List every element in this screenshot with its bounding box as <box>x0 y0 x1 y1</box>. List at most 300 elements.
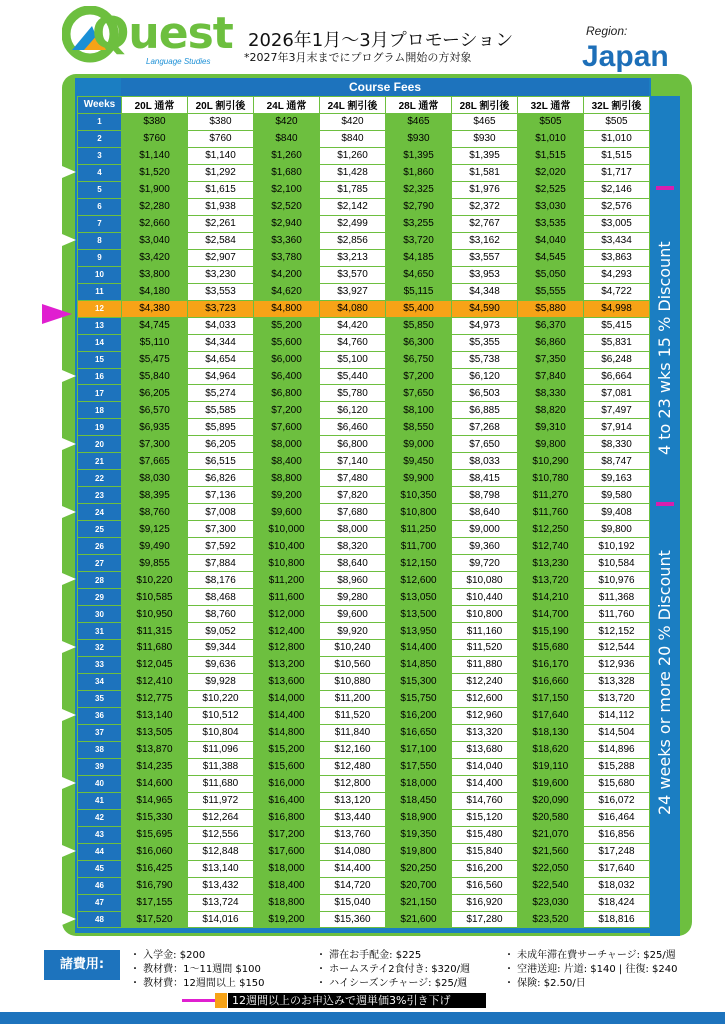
price-cell: $12,480 <box>320 758 386 775</box>
price-cell: $3,553 <box>188 283 254 300</box>
price-cell: $4,200 <box>254 266 320 283</box>
price-cell: $12,250 <box>518 521 584 538</box>
price-cell: $19,800 <box>386 843 452 860</box>
price-cell: $3,953 <box>452 266 518 283</box>
price-cell: $20,250 <box>386 860 452 877</box>
row-notch-icon <box>62 573 76 585</box>
week-cell: 11 <box>78 283 122 300</box>
price-cell: $6,800 <box>320 436 386 453</box>
week-cell: 47 <box>78 894 122 911</box>
table-row <box>78 826 650 843</box>
price-cell: $12,264 <box>188 809 254 826</box>
price-cell: $9,360 <box>452 538 518 555</box>
price-cell: $9,600 <box>320 606 386 623</box>
week-cell: 27 <box>78 555 122 572</box>
price-cell: $13,760 <box>320 826 386 843</box>
price-cell: $9,000 <box>386 436 452 453</box>
price-cell: $5,840 <box>122 368 188 385</box>
price-cell: $7,300 <box>188 521 254 538</box>
price-cell: $16,856 <box>584 826 650 843</box>
week-cell: 39 <box>78 758 122 775</box>
price-cell: $6,885 <box>452 402 518 419</box>
price-cell: $13,140 <box>188 860 254 877</box>
price-cell: $13,050 <box>386 589 452 606</box>
price-cell: $2,790 <box>386 198 452 215</box>
price-cell: $11,680 <box>188 775 254 792</box>
price-cell: $11,840 <box>320 724 386 741</box>
price-cell: $21,600 <box>386 911 452 928</box>
price-cell: $3,723 <box>188 300 254 317</box>
price-cell: $7,914 <box>584 419 650 436</box>
row-notch-icon <box>62 370 76 382</box>
week-cell: 44 <box>78 843 122 860</box>
price-cell: $18,424 <box>584 894 650 911</box>
price-cell: $10,800 <box>386 504 452 521</box>
promo-title: 2026年1月～3月プロモーション <box>248 30 514 51</box>
price-cell: $11,520 <box>452 640 518 657</box>
price-cell: $11,200 <box>254 572 320 589</box>
price-cell: $4,380 <box>122 300 188 317</box>
price-cell: $3,162 <box>452 232 518 249</box>
price-cell: $16,072 <box>584 792 650 809</box>
price-cell: $12,848 <box>188 843 254 860</box>
price-cell: $6,800 <box>254 385 320 402</box>
price-cell: $12,600 <box>386 572 452 589</box>
price-cell: $2,325 <box>386 181 452 198</box>
price-cell: $6,300 <box>386 334 452 351</box>
price-cell: $14,400 <box>320 860 386 877</box>
week-cell: 37 <box>78 724 122 741</box>
table-row <box>78 589 650 606</box>
row-notch-icon <box>62 234 76 246</box>
price-cell: $4,344 <box>188 334 254 351</box>
price-cell: $420 <box>254 113 320 130</box>
price-cell: $7,680 <box>320 504 386 521</box>
price-cell: $14,400 <box>254 707 320 724</box>
price-cell: $8,000 <box>254 436 320 453</box>
price-cell: $3,230 <box>188 266 254 283</box>
table-row <box>78 402 650 419</box>
price-cell: $9,800 <box>584 521 650 538</box>
price-cell: $16,560 <box>452 877 518 894</box>
price-cell: $13,724 <box>188 894 254 911</box>
price-cell: $10,800 <box>254 555 320 572</box>
price-cell: $12,936 <box>584 656 650 673</box>
price-cell: $3,213 <box>320 249 386 266</box>
price-cell: $4,040 <box>518 232 584 249</box>
price-cell: $22,540 <box>518 877 584 894</box>
price-cell: $11,520 <box>320 707 386 724</box>
price-cell: $760 <box>122 130 188 147</box>
price-cell: $8,640 <box>452 504 518 521</box>
price-cell: $380 <box>122 113 188 130</box>
table-row <box>78 232 650 249</box>
table-row <box>78 317 650 334</box>
week-cell: 21 <box>78 453 122 470</box>
price-cell: $11,700 <box>386 538 452 555</box>
price-cell: $4,800 <box>254 300 320 317</box>
price-cell: $23,030 <box>518 894 584 911</box>
price-cell: $5,050 <box>518 266 584 283</box>
price-cell: $10,880 <box>320 673 386 690</box>
price-cell: $17,248 <box>584 843 650 860</box>
price-cell: $9,800 <box>518 436 584 453</box>
price-cell: $4,620 <box>254 283 320 300</box>
price-cell: $12,800 <box>320 775 386 792</box>
fee-item: ・ 保険: $2.50/日 <box>504 978 586 989</box>
price-cell: $8,550 <box>386 419 452 436</box>
price-cell: $10,780 <box>518 470 584 487</box>
note-orange-swatch <box>215 993 227 1008</box>
price-cell: $13,200 <box>254 656 320 673</box>
price-cell: $13,680 <box>452 741 518 758</box>
price-cell: $12,544 <box>584 640 650 657</box>
table-row <box>78 758 650 775</box>
price-cell: $8,760 <box>188 606 254 623</box>
table-row <box>78 741 650 758</box>
week-cell: 26 <box>78 538 122 555</box>
price-cell: $2,499 <box>320 215 386 232</box>
price-cell: $19,350 <box>386 826 452 843</box>
price-cell: $8,100 <box>386 402 452 419</box>
price-cell: $3,360 <box>254 232 320 249</box>
price-cell: $840 <box>320 130 386 147</box>
table-row <box>78 147 650 164</box>
table-row <box>78 724 650 741</box>
price-cell: $10,080 <box>452 572 518 589</box>
week-cell: 17 <box>78 385 122 402</box>
price-cell: $6,860 <box>518 334 584 351</box>
week-cell: 7 <box>78 215 122 232</box>
price-cell: $14,235 <box>122 758 188 775</box>
price-cell: $5,355 <box>452 334 518 351</box>
price-cell: $1,860 <box>386 164 452 181</box>
price-cell: $5,585 <box>188 402 254 419</box>
price-cell: $8,415 <box>452 470 518 487</box>
price-cell: $13,140 <box>122 707 188 724</box>
price-cell: $6,400 <box>254 368 320 385</box>
price-cell: $7,650 <box>452 436 518 453</box>
price-header: 20L 割引後 <box>188 97 254 114</box>
price-cell: $16,200 <box>452 860 518 877</box>
price-cell: $9,280 <box>320 589 386 606</box>
price-cell: $4,185 <box>386 249 452 266</box>
price-cell: $10,400 <box>254 538 320 555</box>
table-row <box>78 640 650 657</box>
price-cell: $10,585 <box>122 589 188 606</box>
price-cell: $2,767 <box>452 215 518 232</box>
price-cell: $6,935 <box>122 419 188 436</box>
week-cell: 10 <box>78 266 122 283</box>
price-cell: $4,080 <box>320 300 386 317</box>
price-cell: $5,400 <box>386 300 452 317</box>
price-cell: $12,045 <box>122 656 188 673</box>
price-cell: $18,450 <box>386 792 452 809</box>
row-notch-icon <box>62 913 76 925</box>
price-cell: $15,680 <box>584 775 650 792</box>
week-cell: 3 <box>78 147 122 164</box>
price-cell: $15,600 <box>254 758 320 775</box>
price-cell: $7,820 <box>320 487 386 504</box>
price-cell: $13,440 <box>320 809 386 826</box>
price-cell: $4,745 <box>122 317 188 334</box>
week-cell: 22 <box>78 470 122 487</box>
table-row <box>78 843 650 860</box>
price-cell: $12,400 <box>254 623 320 640</box>
price-cell: $10,290 <box>518 453 584 470</box>
table-row <box>78 572 650 589</box>
price-cell: $11,315 <box>122 623 188 640</box>
price-cell: $9,855 <box>122 555 188 572</box>
price-cell: $17,640 <box>518 707 584 724</box>
table-row <box>78 623 650 640</box>
table-row <box>78 283 650 300</box>
price-cell: $15,840 <box>452 843 518 860</box>
week-cell: 45 <box>78 860 122 877</box>
price-cell: $7,081 <box>584 385 650 402</box>
price-cell: $6,750 <box>386 351 452 368</box>
week-cell: 2 <box>78 130 122 147</box>
price-cell: $2,584 <box>188 232 254 249</box>
region-label: Region: <box>586 24 628 38</box>
price-cell: $19,110 <box>518 758 584 775</box>
price-header: 24L 通常 <box>254 97 320 114</box>
price-cell: $13,870 <box>122 741 188 758</box>
table-row <box>78 860 650 877</box>
price-cell: $11,760 <box>518 504 584 521</box>
fee-item: ・ ホームステイ2食付き: $320/週 <box>316 964 471 975</box>
price-cell: $8,330 <box>518 385 584 402</box>
price-cell: $14,504 <box>584 724 650 741</box>
price-cell: $9,200 <box>254 487 320 504</box>
price-cell: $8,960 <box>320 572 386 589</box>
price-cell: $18,130 <box>518 724 584 741</box>
price-cell: $13,600 <box>254 673 320 690</box>
price-cell: $16,800 <box>254 809 320 826</box>
price-cell: $7,200 <box>254 402 320 419</box>
price-cell: $7,300 <box>122 436 188 453</box>
price-cell: $10,000 <box>254 521 320 538</box>
price-cell: $7,140 <box>320 453 386 470</box>
price-cell: $1,717 <box>584 164 650 181</box>
price-cell: $13,950 <box>386 623 452 640</box>
table-row <box>78 606 650 623</box>
price-cell: $15,680 <box>518 640 584 657</box>
price-cell: $2,525 <box>518 181 584 198</box>
week-cell: 15 <box>78 351 122 368</box>
week-cell: 1 <box>78 113 122 130</box>
price-cell: $9,580 <box>584 487 650 504</box>
table-row <box>78 894 650 911</box>
price-cell: $4,590 <box>452 300 518 317</box>
row-notch-icon <box>62 166 76 178</box>
week-cell: 41 <box>78 792 122 809</box>
price-cell: $14,000 <box>254 690 320 707</box>
price-cell: $5,850 <box>386 317 452 334</box>
price-cell: $7,840 <box>518 368 584 385</box>
week-cell: 33 <box>78 656 122 673</box>
price-cell: $17,640 <box>584 860 650 877</box>
price-cell: $16,000 <box>254 775 320 792</box>
price-cell: $8,395 <box>122 487 188 504</box>
price-cell: $9,310 <box>518 419 584 436</box>
price-cell: $14,016 <box>188 911 254 928</box>
fee-item: ・ 教材費：1～11週間 $100 <box>130 964 261 975</box>
price-cell: $14,720 <box>320 877 386 894</box>
price-cell: $11,368 <box>584 589 650 606</box>
price-cell: $5,555 <box>518 283 584 300</box>
table-row <box>78 521 650 538</box>
price-cell: $9,450 <box>386 453 452 470</box>
price-cell: $5,415 <box>584 317 650 334</box>
week-cell: 25 <box>78 521 122 538</box>
price-cell: $7,497 <box>584 402 650 419</box>
price-cell: $7,600 <box>254 419 320 436</box>
price-cell: $12,556 <box>188 826 254 843</box>
row-notch-icon <box>62 506 76 518</box>
price-cell: $3,800 <box>122 266 188 283</box>
price-cell: $23,520 <box>518 911 584 928</box>
region-value: Japan <box>582 40 669 73</box>
price-cell: $16,200 <box>386 707 452 724</box>
price-cell: $16,170 <box>518 656 584 673</box>
price-cell: $8,330 <box>584 436 650 453</box>
price-cell: $18,816 <box>584 911 650 928</box>
price-cell: $5,110 <box>122 334 188 351</box>
price-cell: $15,695 <box>122 826 188 843</box>
price-cell: $1,938 <box>188 198 254 215</box>
price-cell: $10,440 <box>452 589 518 606</box>
price-cell: $17,520 <box>122 911 188 928</box>
price-cell: $11,096 <box>188 741 254 758</box>
price-cell: $14,800 <box>254 724 320 741</box>
price-cell: $10,584 <box>584 555 650 572</box>
price-cell: $8,800 <box>254 470 320 487</box>
price-cell: $15,200 <box>254 741 320 758</box>
price-cell: $11,270 <box>518 487 584 504</box>
price-header: 32L 割引後 <box>584 97 650 114</box>
price-cell: $17,200 <box>254 826 320 843</box>
price-cell: $13,500 <box>386 606 452 623</box>
price-cell: $20,700 <box>386 877 452 894</box>
week-cell: 12 <box>78 300 122 317</box>
price-cell: $3,927 <box>320 283 386 300</box>
week-cell: 38 <box>78 741 122 758</box>
price-cell: $4,650 <box>386 266 452 283</box>
logo-wordmark: Quest <box>92 8 233 59</box>
price-cell: $9,720 <box>452 555 518 572</box>
price-cell: $15,360 <box>320 911 386 928</box>
price-cell: $9,920 <box>320 623 386 640</box>
price-cell: $2,100 <box>254 181 320 198</box>
price-cell: $505 <box>518 113 584 130</box>
week-cell: 29 <box>78 589 122 606</box>
discount-marker-1 <box>656 186 674 190</box>
note-arrow-icon <box>182 999 216 1002</box>
row-notch-icon <box>62 777 76 789</box>
price-cell: $8,030 <box>122 470 188 487</box>
price-cell: $5,738 <box>452 351 518 368</box>
price-header: 28L 通常 <box>386 97 452 114</box>
price-cell: $7,480 <box>320 470 386 487</box>
price-cell: $505 <box>584 113 650 130</box>
price-cell: $16,920 <box>452 894 518 911</box>
price-cell: $2,280 <box>122 198 188 215</box>
price-cell: $1,260 <box>320 147 386 164</box>
price-cell: $7,650 <box>386 385 452 402</box>
table-row <box>78 453 650 470</box>
price-cell: $16,650 <box>386 724 452 741</box>
price-cell: $6,205 <box>188 436 254 453</box>
price-cell: $1,785 <box>320 181 386 198</box>
price-cell: $1,395 <box>452 147 518 164</box>
price-cell: $12,960 <box>452 707 518 724</box>
price-cell: $6,503 <box>452 385 518 402</box>
price-cell: $14,112 <box>584 707 650 724</box>
price-cell: $4,033 <box>188 317 254 334</box>
price-cell: $18,900 <box>386 809 452 826</box>
price-cell: $3,570 <box>320 266 386 283</box>
highlight-pointer-icon <box>42 304 72 324</box>
table-row <box>78 249 650 266</box>
price-cell: $9,052 <box>188 623 254 640</box>
price-cell: $11,388 <box>188 758 254 775</box>
table-row <box>78 385 650 402</box>
table-row <box>78 673 650 690</box>
price-header: 24L 割引後 <box>320 97 386 114</box>
price-cell: $17,280 <box>452 911 518 928</box>
price-cell: $6,370 <box>518 317 584 334</box>
promo-subtitle: *2027年3月末までにプログラム開始の方対象 <box>244 51 472 64</box>
week-cell: 46 <box>78 877 122 894</box>
price-cell: $5,100 <box>320 351 386 368</box>
price-cell: $4,293 <box>584 266 650 283</box>
price-cell: $15,288 <box>584 758 650 775</box>
week-cell: 9 <box>78 249 122 266</box>
price-cell: $16,790 <box>122 877 188 894</box>
price-cell: $1,581 <box>452 164 518 181</box>
price-cell: $930 <box>386 130 452 147</box>
price-cell: $18,000 <box>386 775 452 792</box>
price-cell: $3,720 <box>386 232 452 249</box>
table-row <box>78 487 650 504</box>
table-row <box>78 198 650 215</box>
price-cell: $3,040 <box>122 232 188 249</box>
price-cell: $15,480 <box>452 826 518 843</box>
price-cell: $11,600 <box>254 589 320 606</box>
table-row <box>78 504 650 521</box>
price-cell: $12,240 <box>452 673 518 690</box>
price-cell: $13,230 <box>518 555 584 572</box>
price-cell: $16,660 <box>518 673 584 690</box>
price-cell: $14,210 <box>518 589 584 606</box>
price-cell: $5,274 <box>188 385 254 402</box>
price-cell: $11,160 <box>452 623 518 640</box>
price-cell: $3,030 <box>518 198 584 215</box>
price-cell: $18,000 <box>254 860 320 877</box>
week-cell: 24 <box>78 504 122 521</box>
table-row <box>78 809 650 826</box>
price-cell: $8,760 <box>122 504 188 521</box>
week-cell: 40 <box>78 775 122 792</box>
price-cell: $12,410 <box>122 673 188 690</box>
price-cell: $14,965 <box>122 792 188 809</box>
price-cell: $2,660 <box>122 215 188 232</box>
price-cell: $14,080 <box>320 843 386 860</box>
price-cell: $1,010 <box>584 130 650 147</box>
table-row <box>78 707 650 724</box>
price-cell: $4,998 <box>584 300 650 317</box>
